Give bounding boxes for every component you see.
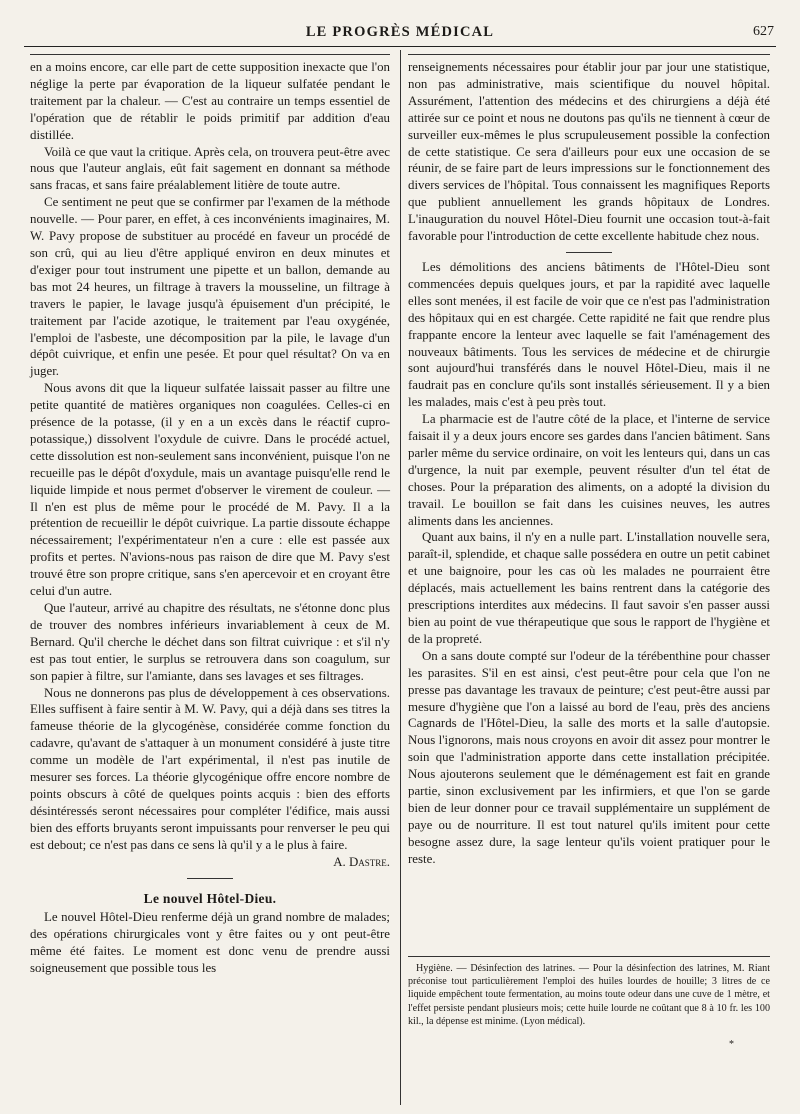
signature-text: A. Dastre. [333, 854, 390, 869]
page-header [24, 18, 776, 47]
right-column [408, 54, 770, 868]
paragraph: Le nouvel Hôtel-Dieu renferme déjà un grand nombre de malades; des opérations chirurgicales vont y être faites ou y ont peut-être même été faites. Le moment est donc venu de prendre aussi soigneusement que possible tous les [30, 910, 390, 976]
section-separator [187, 878, 233, 879]
paragraph: Nous ne donnerons pas plus de développement à ces observations. Elles suffisent à faire sentir à M. W. Pavy, qui a déjà dans ses titres la fameuse théorie de la glycogénèse, considérée comme fonction du cadavre, qu'avant de s'attaquer à un monument considéré à juste titre comme un modèle de l'art expérimental, il n'est pas inutile de mesurer ses forces. La théorie glycogénique offre encore nombre de points obscurs à côté de quelques points acquis : bien des efforts désintéressés seront nécessaires pour compléter l'édifice, mais aussi bien des efforts bruyants seront impuissants pour renverser le peu qui est debout; ce n'est pas dans ce sens là qu'il y a le plus à faire. [30, 685, 390, 852]
top-separator [408, 54, 770, 55]
paragraph: La pharmacie est de l'autre côté de la place, et l'interne de service faisait il y a deux jours encore ses gardes dans l'ancien bâtiment. Sans parler même du service ordinaire, on voit les lenteurs qui, dans un cas d'urgence, la nuit par exemple, peuvent résulter d'un tel état de choses. Pour la préparation des aliments, on a adopté la division du travail. Le bouillon se fait dans les cuisines neuves, les autres aliments dans les anciennes. [408, 412, 770, 528]
paragraph: renseignements nécessaires pour établir jour par jour une statistique, non pas administrative, mais scientifique du nouvel hôpital. Assurément, l'attention des médecins et des chirurgiens a déjà été attirée sur ce point et nous ne doutons pas qu'ils ne tiennent à cœur de surveiller eux-mêmes le plus scrupuleusement possible la confection de cette statistique. Ce sera d'ailleurs pour eux une occasion de se réunir, de se faire part de leurs impressions sur le fonctionnement des divers services de l'hôpital. Tous connaissent les magnifiques Reports que publient annuellement les grands hôpitaux de Londres. L'inauguration du nouvel Hôtel-Dieu fournit une occasion tout-à-fait favorable pour l'introduction de cette excellente habitude chez nous. [408, 60, 770, 244]
article-title: Le nouvel Hôtel-Dieu. [143, 890, 277, 906]
paragraph: Les démolitions des anciens bâtiments de l'Hôtel-Dieu sont commencées depuis quelques jours, et par la rapidité avec laquelle elles sont menées, il est facile de voir que ce n'est pas l'administration des hôpitaux qui en est chargée. Cette rapidité ne fait que rendre plus frappante encore la lenteur avec laquelle se fait l'aménagement des nouveaux bâtiments. Tous les services de médecine et de chirurgie sont aujourd'hui transférés dans le nouvel Hôtel-Dieu, mais il ne faudrait pas en conclure qu'ils sont installés sérieusement. Il y a bien les malades, mais c'est à peu près tout. [408, 259, 770, 410]
paragraph: Quant aux bains, il n'y en a nulle part. L'installation nouvelle sera, paraît-il, splendide, et chaque salle possédera en outre un petit cabinet et une baignoire, pour les cas où les malades ne pourraient être déplacés, mais actuellement les bains rentrent dans la catégorie des prescriptions interdites aux médecins. Il faut savoir s'en passer aussi bien au point de vue thérapeutique que sous le rapport de l'hygiène et de la propreté. [408, 530, 770, 646]
column-divider [400, 50, 401, 1105]
footnote [408, 956, 770, 1051]
page-number: 627 [753, 24, 774, 39]
paragraph: en a moins encore, car elle part de cette supposition inexacte que l'on néglige la perte par évaporation de la liqueur sulfatée pendant le traitement par la chaleur. — C'est au contraire un temps essentiel de l'opération que de rétablir le poids primitif par addition d'eau distillée. [30, 60, 390, 142]
paragraph: Nous avons dit que la liqueur sulfatée laissait passer au filtre une petite quantité de matières organiques non coagulées. Celles-ci en présence de la potasse, (il y en a un excès dans le réactif cupro-potassique,) dissolvent l'oxydule de cuivre. Dans le procédé actuel, cette dissolution est non-seulement sans inconvénient, puisque l'on ne recueille pas le dépôt d'oxydule, mais un avantage puisqu'elle rend le liquide limpide et nous permet d'observer le virement de couleur. — Il n'en est plus de même pour le procédé de M. Pavy. Il a la prétention de recueillir le dépôt cuivrique. La partie dissoute échappe nécessairement; l'expérimentateur n'en a cure : elle est passée aux profits et pertes. N'avions-nous pas raison de dire que M. Pavy s'est trouvé être son propre critique, sans s'en apercevoir et en croyant être celui d'un autre. [30, 381, 390, 599]
running-title: LE PROGRÈS MÉDICAL [305, 24, 495, 40]
paragraph: Voilà ce que vaut la critique. Après cela, on trouvera peut-être avec nous que l'auteur anglais, eût fait sagement en donnant sa méthode sans fracas, et sans faire préalablement litière de toute autre. [30, 144, 390, 193]
top-separator [30, 54, 390, 55]
paragraph: Que l'auteur, arrivé au chapitre des résultats, ne s'étonne donc plus de trouver des nombres inférieurs invariablement à ceux de M. Bernard. Qu'il cherche le déchet dans son filtrat cuivrique : et s'il n'y est pas tout entier, le surplus se retrouvera dans son coagulum, sur son papier à filtre, sur l'amiante, dans ses lavages et ses filtrages. [30, 601, 390, 683]
end-mark: * [729, 1039, 734, 1051]
footnote-text: Hygiène. — Désinfection des latrines. — Pour la désinfection des latrines, M. Riant préconise tout particulièrement l'emploi des huiles lourdes de houille; 3 litres de ce liquide empêchent toute fermentation, au moins toute odeur dans une cuve de 1 mètre, et l'effet persiste pendant plusieurs mois; cette huile lourde ne coûtant que 8 à 10 fr. les 100 kil., la dépense est minime. (Lyon médical). [408, 963, 770, 1027]
paragraph: On a sans doute compté sur l'odeur de la térébenthine pour chasser les parasites. S'il en est ainsi, c'est peut-être pour cela que l'on ne presse pas davantage les travaux de peinture; c'est peut-être aussi par mesure d'hygiène que l'on a laissé au bord de l'eau, près des anciens Cagnards de l'Hôtel-Dieu, la salle des morts et la salle d'autopsie. Nous l'ignorons, mais nous croyons en avoir dit assez pour montrer le soin que l'administration apporte dans cette installation précipitée. Nous ajouterons seulement que le déménagement est fait en grande partie, sinon exclusivement par les infirmiers, et que l'on se garde bien de leur donner pour ce travail supplémentaire un supplément de paye ou de nourriture. Il est tout naturel qu'ils imitent pour cette besogne assez dure, la sage lenteur qu'ils voient pratiquer pour le reste. [408, 648, 770, 866]
section-separator [566, 252, 612, 253]
left-column [30, 54, 390, 977]
author-signature [30, 854, 390, 871]
paragraph: Ce sentiment ne peut que se confirmer par l'examen de la méthode nouvelle. — Pour parer, en effet, à ces inconvénients imaginaires, M. W. Pavy propose de substituer au procédé en faveur un procédé de son crû, qui au lieu d'être appliqué environ en deux minutes et d'exiger pour tout instrument une pipette et un ballon, demande au bas mot 24 heures, un filtrage à travers la mousseline, un filtrage à travers le papier, le lavage jusqu'à épuisement d'un précipité, le traitement par l'acide azotique, le traitement par l'eau oxygénée, l'emploi de l'asbeste, une décomposition par la pile, le lavage d'un dépôt cuivrique, et enfin une pesée. Et pour quel résultat? On va en juger. [30, 195, 390, 379]
